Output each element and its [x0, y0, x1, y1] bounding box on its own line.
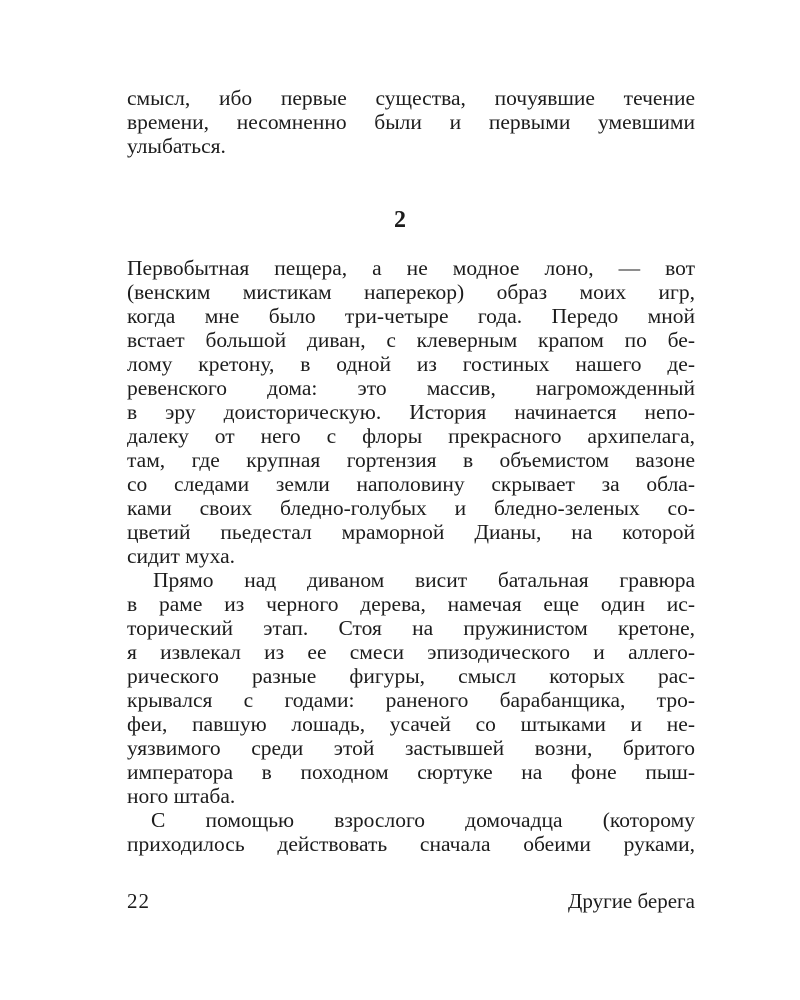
paragraph-3: [127, 808, 695, 856]
text-line: рического разные фигуры, смысл которых рас-: [127, 664, 695, 688]
paragraph-2: [127, 568, 695, 808]
text-line: лому кретону, в одной из гостиных нашего де-: [127, 352, 695, 376]
text-line: в раме из черного дерева, намечая еще один ис-: [127, 592, 695, 616]
text-line: Первобытная пещера, а не модное лоно, — вот: [127, 256, 695, 280]
text-line: Прямо над диваном висит батальная гравюра: [153, 568, 695, 592]
chapter-number: 2: [394, 207, 406, 233]
text-line: когда мне было три-четыре года. Передо мной: [127, 304, 695, 328]
text-line: смысл, ибо первые существа, почуявшие течение: [127, 86, 695, 110]
text-line: я извлекал из ее смеси эпизодического и аллего-: [127, 640, 695, 664]
top-paragraph: [127, 86, 695, 158]
text-line: цветий пьедестал мраморной Дианы, на которой: [127, 520, 695, 544]
text-line: уязвимого среди этой застывшей возни, бритого: [127, 736, 695, 760]
text-line: улыбаться.: [127, 134, 226, 158]
text-line: в эру доисторическую. История начинается непо-: [127, 400, 695, 424]
paragraph-1: [127, 256, 695, 568]
text-line: феи, павшую лошадь, усачей со штыками и не-: [127, 712, 695, 736]
running-title: Другие берега: [568, 889, 695, 913]
text-line: там, где крупная гортензия в объемистом вазоне: [127, 448, 695, 472]
text-line: со следами земли наполовину скрывает за обла-: [127, 472, 695, 496]
text-line: сидит муха.: [127, 544, 236, 568]
page-number: 22: [127, 889, 150, 913]
text-line: крывался с годами: раненого барабанщика, тро-: [127, 688, 695, 712]
text-line: императора в походном сюртуке на фоне пыш-: [127, 760, 695, 784]
text-line: С помощью взрослого домочадца (которому: [151, 808, 695, 832]
text-line: встает большой диван, с клеверным крапом по бе-: [127, 328, 695, 352]
text-line: времени, несомненно были и первыми умевшими: [127, 110, 695, 134]
text-line: (венским мистикам наперекор) образ моих игр,: [127, 280, 695, 304]
text-line: далеку от него с флоры прекрасного архипелага,: [127, 424, 695, 448]
text-line: ками своих бледно-голубых и бледно-зеленых со-: [127, 496, 695, 520]
page-footer: [127, 889, 695, 913]
text-line: ного штаба.: [127, 784, 236, 808]
text-line: ревенского дома: это массив, нагроможденный: [127, 376, 695, 400]
text-line: приходилось действовать сначала обеими руками,: [127, 832, 695, 856]
text-line: торический этап. Стоя на пружинистом кретоне,: [127, 616, 695, 640]
